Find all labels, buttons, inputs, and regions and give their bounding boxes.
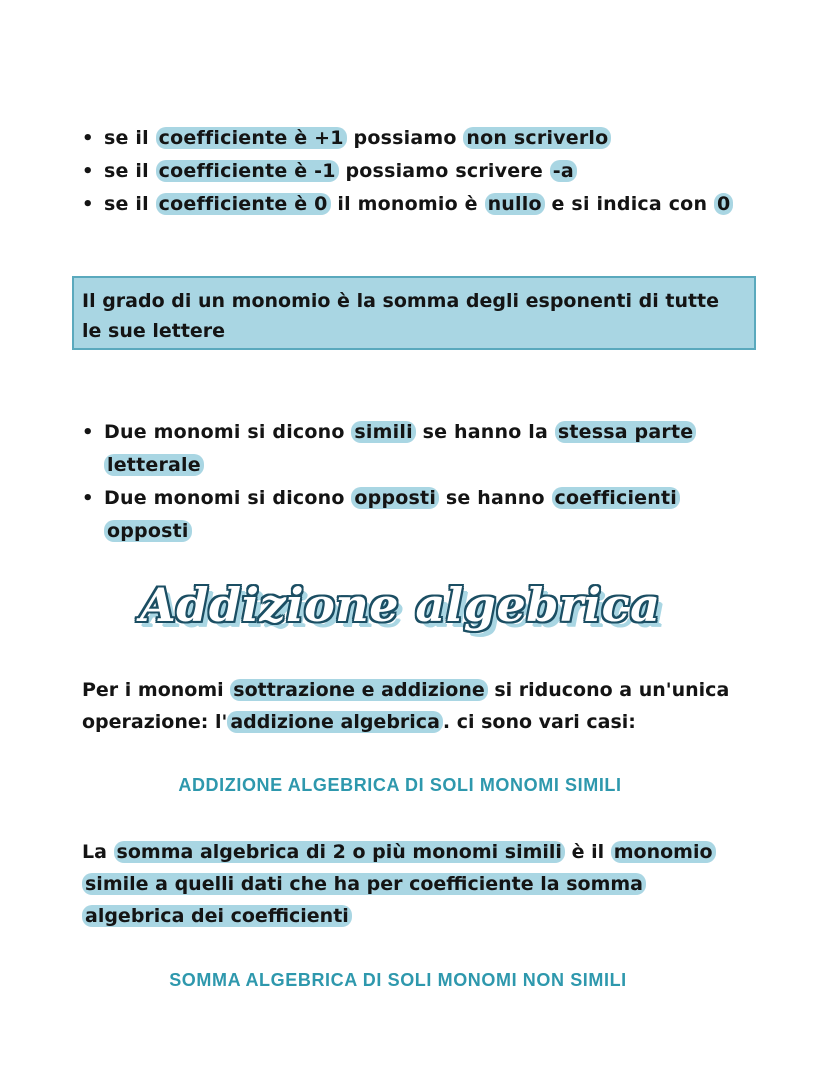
subheading-non-similar: SOMMA ALGEBRICA DI SOLI MONOMI NON SIMILI — [169, 970, 627, 990]
list-item: • se il coefficiente è 0 il monomio è nullo e si indica con 0 — [80, 188, 740, 221]
list-item: • se il coefficiente è +1 possiamo non scriverlo — [80, 122, 740, 155]
highlight: sottrazione e addizione — [230, 679, 487, 701]
highlight: coefficienti opposti — [104, 487, 680, 542]
list-item: • Due monomi si dicono opposti se hanno coefficienti opposti — [80, 482, 700, 548]
highlight: nullo — [485, 193, 545, 215]
subheading-similar: ADDIZIONE ALGEBRICA DI SOLI MONOMI SIMILI — [178, 775, 622, 795]
highlight: stessa parte letterale — [104, 421, 696, 476]
highlight: -a — [550, 160, 577, 182]
definition-box: Il grado di un monomio è la somma degli esponenti di tutte le sue lettere — [72, 276, 756, 350]
list-item: • Due monomi si dicono simili se hanno la stessa parte letterale — [80, 416, 700, 482]
highlight: opposti — [351, 487, 439, 509]
similar-monomials-list — [80, 416, 700, 548]
highlight: simili — [351, 421, 415, 443]
section-title: Addizione algebrica — [140, 578, 661, 632]
highlight: 0 — [714, 193, 733, 215]
highlight: coefficiente è -1 — [156, 160, 339, 182]
highlight: non scriverlo — [463, 127, 611, 149]
highlight: coefficiente è +1 — [156, 127, 347, 149]
highlight: addizione algebrica — [227, 711, 443, 733]
rule-paragraph: La somma algebrica di 2 o più monomi simili è il monomio simile a quelli dati che ha per coefficiente la somma algebrica dei coefficienti — [82, 836, 722, 932]
highlight: somma algebrica di 2 o più monomi simili — [114, 841, 565, 863]
list-item: • se il coefficiente è -1 possiamo scrivere -a — [80, 155, 740, 188]
highlight: coefficiente è 0 — [156, 193, 331, 215]
intro-paragraph: Per i monomi sottrazione e addizione si riducono a un'unica operazione: l' addizione algebrica . ci sono vari casi: — [82, 679, 730, 733]
coefficient-rules-list — [80, 122, 740, 221]
highlight: monomio simile a quelli dati che ha per coefficiente la somma algebrica dei coefficienti — [82, 841, 716, 927]
